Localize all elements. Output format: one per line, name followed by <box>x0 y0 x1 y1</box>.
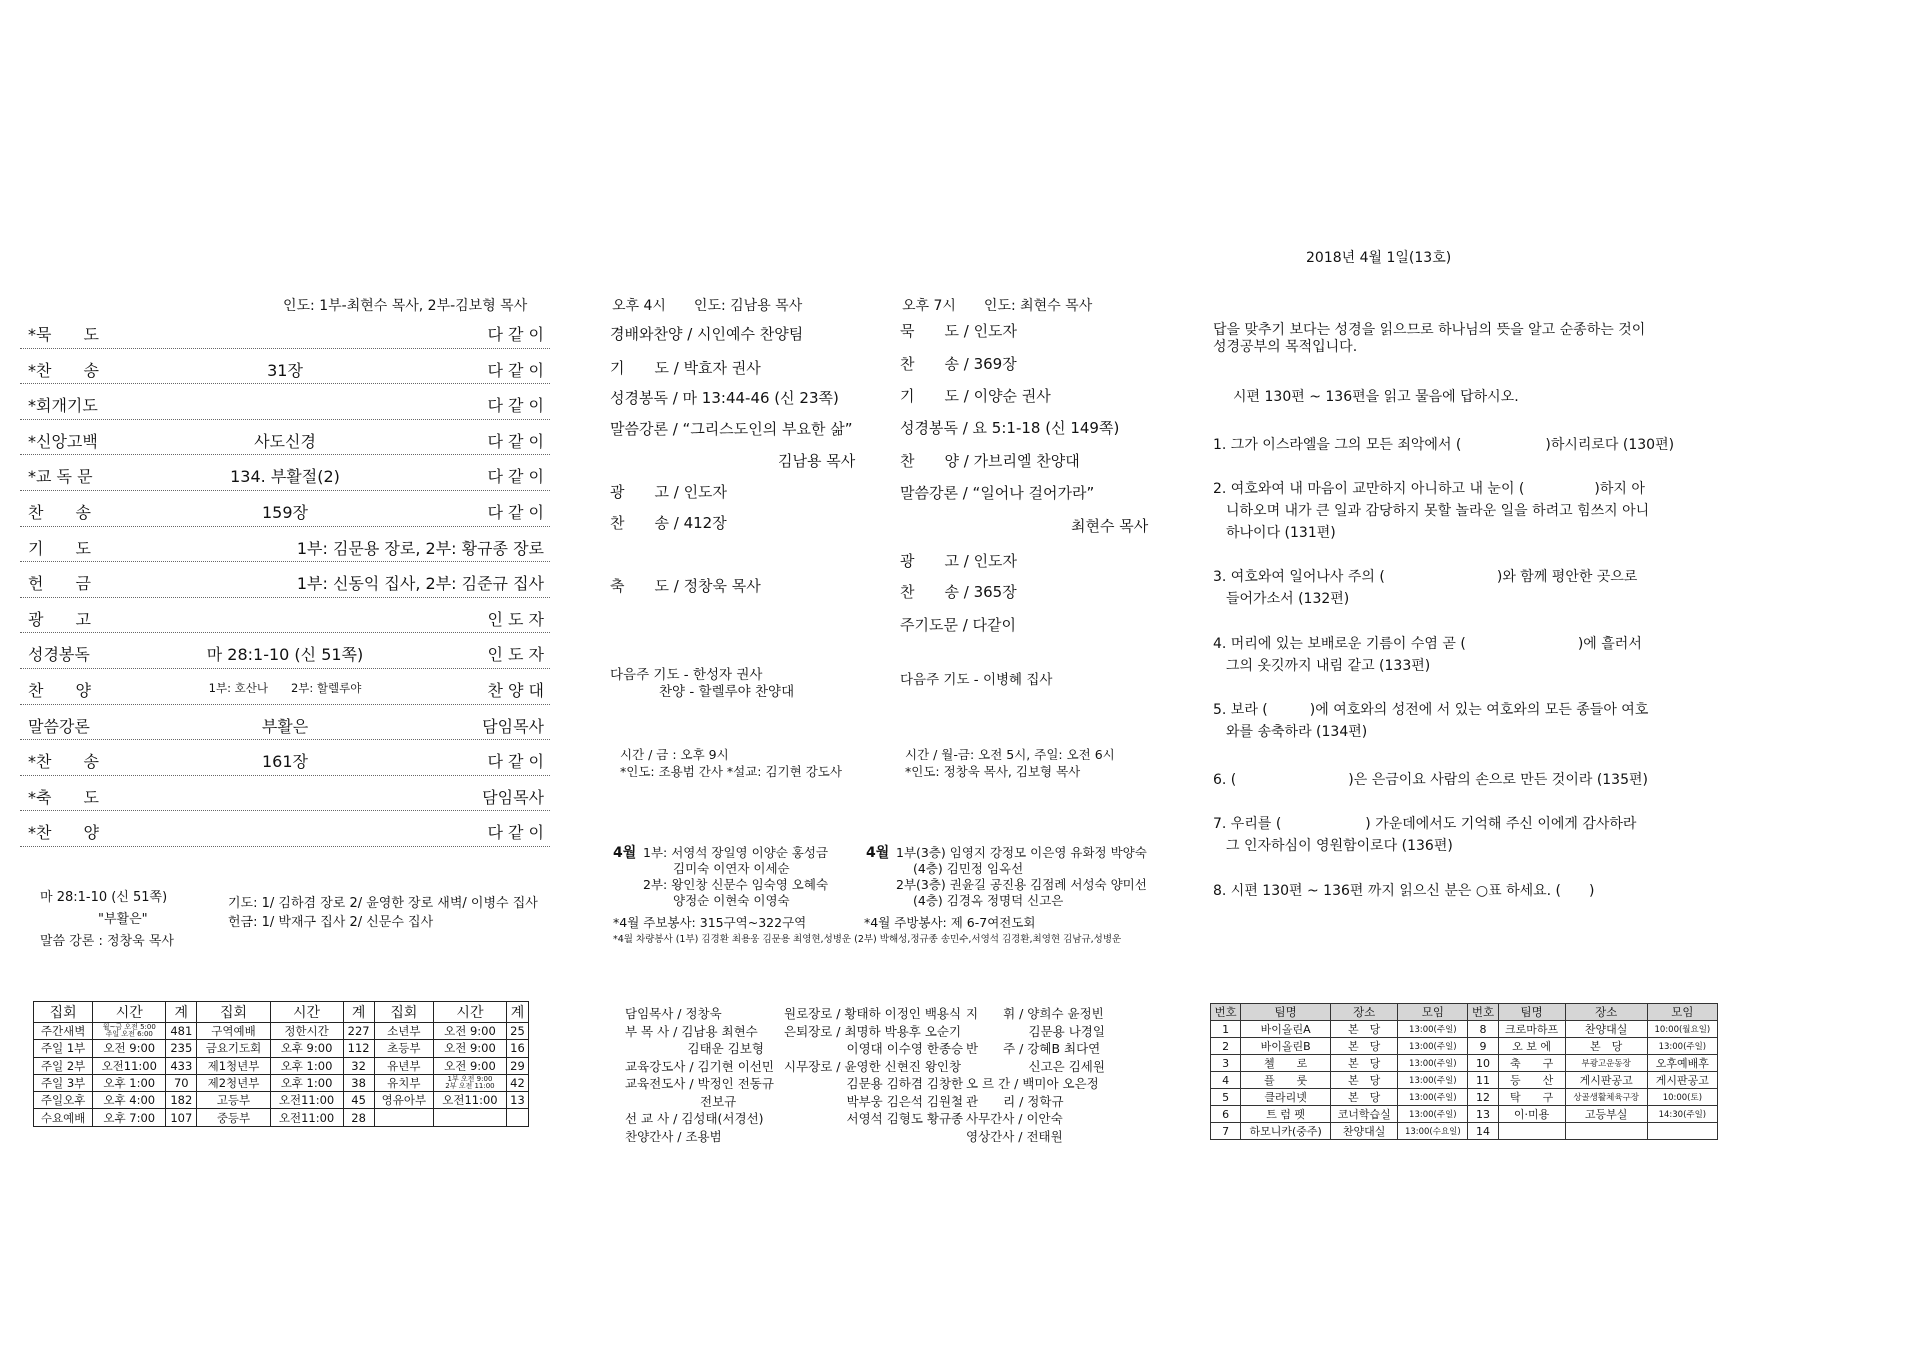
attendance-cell: 16 <box>506 1040 528 1057</box>
pm7-line-0: 묵 도 / 인도자 <box>900 322 1018 340</box>
attendance-cell: 오전11:00 <box>93 1057 166 1074</box>
staff-line: 서영석 김형도 황규종 <box>784 1111 964 1126</box>
pm4-line-4: 김남용 목사 <box>778 452 856 470</box>
teams-cell: 13:00(주일) <box>1398 1021 1468 1038</box>
april-choir-right-1: (4층) 김민정 임옥선 <box>913 861 1024 876</box>
teams-cell: 플 룻 <box>1241 1072 1331 1089</box>
teams-cell: 상골생활체육구장 <box>1565 1089 1647 1106</box>
teams-cell: 고등부실 <box>1565 1106 1647 1123</box>
order-responsible: 다 같 이 <box>487 325 544 344</box>
attendance-cell: 구역예배 <box>197 1023 270 1040</box>
attendance-cell: 오전 9:00 <box>433 1057 506 1074</box>
teams-cell: 12 <box>1468 1089 1498 1106</box>
teams-cell: 축 구 <box>1498 1055 1565 1072</box>
pm4-line-0: 경배와찬양 / 시인예수 찬양팀 <box>610 325 804 343</box>
attendance-cell: 227 <box>343 1023 374 1040</box>
sermon-ref: 마 28:1-10 (신 51쪽) <box>40 890 168 905</box>
april-choir-left-0: 1부: 서영석 장일영 이양순 홍성금 <box>643 845 829 860</box>
attendance-cell: 13 <box>506 1092 528 1109</box>
sermon-speaker: 말씀 강론 : 정창욱 목사 <box>40 934 174 949</box>
order-row <box>20 349 550 385</box>
teams-cell: 바이올린A <box>1241 1021 1331 1038</box>
april-choir-left-3: 양정순 이현숙 이영숙 <box>673 893 790 908</box>
teams-cell: 14:30(주일) <box>1647 1106 1717 1123</box>
teams-cell: 13:00(주일) <box>1398 1089 1468 1106</box>
pm7-header: 오후 7시 인도: 최현수 목사 <box>902 298 1093 314</box>
order-label: 말씀강론 <box>28 716 90 736</box>
staff-line: 신고은 김세원 <box>966 1058 1105 1074</box>
quiz-intro-line-1: 답을 맞추기 보다는 성경을 읽으므로 하나님의 뜻을 알고 순종하는 것이 <box>1213 322 1646 338</box>
attendance-row <box>34 1023 529 1040</box>
teams-cell: 게시판공고 <box>1647 1072 1717 1089</box>
teams-header: 장소 <box>1565 1004 1647 1021</box>
order-responsible: 담임목사 <box>482 787 544 807</box>
attendance-header: 시간 <box>270 1002 343 1023</box>
order-label: *묵 도 <box>28 325 99 344</box>
staff-col-1 <box>625 1005 774 1145</box>
pm4-next-praise: 찬양 - 할렐루야 찬양대 <box>659 684 795 700</box>
attendance-cell: 112 <box>343 1040 374 1057</box>
attendance-row <box>34 1057 529 1074</box>
pm7-line-9: 주기도문 / 다같이 <box>900 616 1017 634</box>
pm4-line-6: 찬 송 / 412장 <box>610 514 727 532</box>
attendance-row <box>34 1074 529 1091</box>
teams-header: 번호 <box>1211 1004 1241 1021</box>
order-row <box>20 740 550 776</box>
order-responsible: 인 도 자 <box>487 645 544 665</box>
teams-header: 장소 <box>1331 1004 1398 1021</box>
attendance-cell: 29 <box>506 1057 528 1074</box>
staff-line: 지 휘 / 양희수 윤정빈 <box>966 1006 1104 1021</box>
pm7-line-8: 찬 송 / 365장 <box>900 583 1017 601</box>
staff-line: 김문용 나경일 <box>966 1023 1105 1039</box>
attendance-header: 계 <box>166 1002 197 1023</box>
teams-cell: 10:00(월요일) <box>1647 1021 1717 1038</box>
attendance-cell: 오전11:00 <box>270 1109 343 1126</box>
staff-line: 교육강도사 / 김기현 이선민 <box>625 1058 774 1074</box>
pm4-line-1: 기 도 / 박효자 권사 <box>610 359 761 377</box>
attendance-cell: 38 <box>343 1074 374 1091</box>
quiz-q2-line-3: 하나이다 (131편) <box>1226 525 1336 541</box>
attendance-cell <box>506 1109 528 1126</box>
teams-cell: 13:00(주일) <box>1398 1072 1468 1089</box>
teams-cell: 등 산 <box>1498 1072 1565 1089</box>
attendance-cell: 28 <box>343 1109 374 1126</box>
order-row <box>20 527 550 563</box>
teams-header: 번호 <box>1468 1004 1498 1021</box>
order-row <box>20 420 550 456</box>
staff-line: 은퇴장로 / 최명하 박용후 오순기 <box>784 1023 962 1039</box>
attendance-cell: 481 <box>166 1023 197 1040</box>
staff-line: 원로장로 / 황태하 이정인 백용식 <box>784 1006 962 1021</box>
order-responsible: 다 같 이 <box>487 823 544 843</box>
teams-cell: 첼 로 <box>1241 1055 1331 1072</box>
order-label: *교 독 문 <box>28 467 93 487</box>
staff-line: 오 르 간 / 백미아 오은정 <box>966 1076 1099 1091</box>
attendance-cell: 주간새벽 <box>34 1023 93 1040</box>
attendance-cell: 유치부 <box>374 1074 433 1091</box>
order-label: 헌 금 <box>28 574 91 594</box>
attendance-cell: 오후 1:00 <box>270 1057 343 1074</box>
pm7-next-prayer: 다음주 기도 - 이병혜 집사 <box>900 672 1053 688</box>
order-responsible: 담임목사 <box>482 716 544 736</box>
quiz-q8: 8. 시편 130편 ~ 136편 까지 읽으신 분은 ○표 하세요. ( ) <box>1213 883 1595 899</box>
order-row <box>20 669 550 705</box>
bulletin-date: 2018년 4월 1일(13호) <box>1306 250 1452 266</box>
teams-cell: 13:00(주일) <box>1647 1038 1717 1055</box>
order-label: 찬 송 <box>28 502 91 522</box>
order-row <box>20 705 550 741</box>
april-choir-month-left: 4월 <box>613 845 637 861</box>
teams-cell: 트 럼 펫 <box>1241 1106 1331 1123</box>
attendance-header: 계 <box>506 1002 528 1023</box>
order-row <box>20 598 550 634</box>
quiz-q7-line-1: 7. 우리를 ( ) 가운데에서도 기억해 주신 이에게 감사하라 <box>1213 816 1637 832</box>
teams-cell: 오 보 에 <box>1498 1038 1565 1055</box>
order-label: 찬 양 <box>28 680 91 700</box>
attendance-cell-line: 2부 오전 11:00 <box>445 1082 495 1091</box>
order-responsible: 다 같 이 <box>487 752 544 772</box>
attendance-cell: 433 <box>166 1057 197 1074</box>
april-choir-right-2: 2부(3층) 권윤길 공진용 김점례 서성숙 양미선 <box>896 877 1147 892</box>
teams-header: 모임 <box>1398 1004 1468 1021</box>
april-choir-left-2: 2부: 왕인창 신문수 임숙영 오혜숙 <box>643 877 829 892</box>
teams-cell: 13:00(주일) <box>1398 1055 1468 1072</box>
teams-cell: 본 당 <box>1331 1089 1398 1106</box>
pm7-line-1: 찬 송 / 369장 <box>900 355 1017 373</box>
teams-header: 팀명 <box>1241 1004 1331 1021</box>
attendance-cell: 235 <box>166 1040 197 1057</box>
attendance-cell-line: 주일 오전 6:00 <box>105 1030 153 1039</box>
order-responsible: 다 같 이 <box>487 431 544 451</box>
attendance-cell <box>433 1074 506 1091</box>
attendance-table <box>33 1001 529 1127</box>
attendance-cell: 25 <box>506 1023 528 1040</box>
teams-cell: 이·미용 <box>1498 1106 1565 1123</box>
attendance-header: 집회 <box>374 1002 433 1023</box>
attendance-cell <box>93 1023 166 1040</box>
teams-cell: 10 <box>1468 1055 1498 1072</box>
attendance-cell <box>374 1109 433 1126</box>
staff-line: 영상간사 / 전태원 <box>966 1128 1063 1144</box>
staff-line: 찬양간사 / 조용범 <box>625 1128 722 1144</box>
attendance-cell: 소년부 <box>374 1023 433 1040</box>
order-row <box>20 811 550 847</box>
friday-time: 시간 / 금 : 오후 9시 <box>620 747 729 762</box>
attendance-cell: 유년부 <box>374 1057 433 1074</box>
attendance-cell: 제1청년부 <box>197 1057 270 1074</box>
staff-line: 담임목사 / 정창욱 <box>625 1006 722 1021</box>
quiz-q4-line-2: 그의 옷깃까지 내림 같고 (133편) <box>1226 658 1431 674</box>
order-of-worship <box>20 313 550 847</box>
teams-cell: 5 <box>1211 1089 1241 1106</box>
staff-line: 관 리 / 정학규 <box>966 1093 1064 1109</box>
order-label: *찬 송 <box>28 360 99 380</box>
teams-cell: 13:00(수요일) <box>1398 1123 1468 1140</box>
attendance-cell-line: 1부 오전 9:00 <box>447 1074 493 1083</box>
order-item: 159장 <box>262 502 308 522</box>
pm4-line-7: 축 도 / 정창욱 목사 <box>610 577 761 595</box>
attendance-cell: 오후 4:00 <box>93 1092 166 1109</box>
teams-cell: 크로마하프 <box>1498 1021 1565 1038</box>
order-row <box>20 313 550 349</box>
attendance-cell: 오전11:00 <box>270 1092 343 1109</box>
quiz-q3-line-1: 3. 여호와여 일어나사 주의 ( )와 함께 평안한 곳으로 <box>1213 569 1638 585</box>
attendance-cell-line: 월~금 오전 5:00 <box>102 1022 156 1031</box>
staff-line: 선 교 사 / 김성태(서경선) <box>625 1111 764 1126</box>
teams-cell: 2 <box>1211 1038 1241 1055</box>
order-item: 사도신경 <box>254 431 316 451</box>
order-row <box>20 562 550 598</box>
attendance-cell: 오후 9:00 <box>270 1040 343 1057</box>
teams-cell: 3 <box>1211 1055 1241 1072</box>
order-item: 161장 <box>262 752 308 772</box>
attendance-cell: 정한시간 <box>270 1023 343 1040</box>
attendance-cell: 주일 1부 <box>34 1040 93 1057</box>
teams-cell: 게시판공고 <box>1565 1072 1647 1089</box>
order-item: 부활은 <box>261 716 309 736</box>
attendance-cell: 70 <box>166 1074 197 1091</box>
attendance-row <box>34 1109 529 1126</box>
teams-cell: 찬양대실 <box>1331 1123 1398 1140</box>
friday-leader: *인도: 조용범 간사 *설교: 김기현 강도사 <box>620 764 842 779</box>
quiz-intro <box>1213 322 1645 356</box>
bulletin-service: *4월 주보봉사: 315구역~322구역 <box>613 915 807 930</box>
staff-col-2 <box>784 1005 963 1128</box>
attendance-cell: 오전 9:00 <box>93 1040 166 1057</box>
attendance-cell: 고등부 <box>197 1092 270 1109</box>
attendance-cell: 오전 9:00 <box>433 1023 506 1040</box>
attendance-cell: 오전11:00 <box>433 1092 506 1109</box>
staff-line: 시무장로 / 윤영한 신현진 왕인창 <box>784 1058 962 1074</box>
quiz-q4-line-1: 4. 머리에 있는 보배로운 기름이 수염 곧 ( )에 흘러서 <box>1213 636 1642 652</box>
order-label: *찬 양 <box>28 823 99 843</box>
pm7-line-4: 찬 양 / 가브리엘 찬양대 <box>900 452 1080 470</box>
teams-cell <box>1498 1123 1565 1140</box>
staff-line: 부 목 사 / 김남용 최현수 <box>625 1023 758 1039</box>
april-choir-month-right: 4월 <box>866 845 890 861</box>
attendance-cell: 107 <box>166 1109 197 1126</box>
staff-line: 이영대 이수영 한종승 <box>784 1041 964 1056</box>
pm7-line-5: 말씀강론 / “일어나 걸어가라” <box>900 484 1095 502</box>
teams-cell: 13:00(주일) <box>1398 1038 1468 1055</box>
prayer-offering-prayer: 기도: 1/ 김하겸 장로 2/ 윤영한 장로 새벽/ 이병수 집사 <box>228 896 538 911</box>
attendance-cell: 금요기도회 <box>197 1040 270 1057</box>
order-row <box>20 776 550 812</box>
teams-cell: 11 <box>1468 1072 1498 1089</box>
teams-header: 모임 <box>1647 1004 1717 1021</box>
quiz-task: 시편 130편 ~ 136편을 읽고 물음에 답하시오. <box>1233 389 1519 405</box>
pm4-next-prayer: 다음주 기도 - 한성자 권사 <box>610 667 763 683</box>
teams-cell: 본 당 <box>1331 1055 1398 1072</box>
teams-cell <box>1647 1123 1717 1140</box>
teams-row <box>1211 1055 1718 1072</box>
order-item: 1부: 호산나 2부: 할렐루야 <box>208 680 362 695</box>
teams-cell: 10:00(토) <box>1647 1089 1717 1106</box>
attendance-cell: 45 <box>343 1092 374 1109</box>
teams-cell: 8 <box>1468 1021 1498 1038</box>
attendance-cell: 오후 1:00 <box>93 1074 166 1091</box>
attendance-cell: 주일 2부 <box>34 1057 93 1074</box>
teams-cell: 13 <box>1468 1106 1498 1123</box>
order-responsible: 다 같 이 <box>487 502 544 522</box>
attendance-cell: 초등부 <box>374 1040 433 1057</box>
order-responsible: 다 같 이 <box>487 360 544 380</box>
quiz-q5-line-1: 5. 보라 ( )에 여호와의 성전에 서 있는 여호와의 모든 종들아 여호 <box>1213 702 1649 718</box>
pm4-line-3: 말씀강론 / “그리스도인의 부요한 삶” <box>610 420 853 438</box>
order-responsible: 다 같 이 <box>487 396 544 416</box>
teams-cell: 하모니카(중주) <box>1241 1123 1331 1140</box>
kitchen-service: *4월 주방봉사: 제 6-7여전도회 <box>864 915 1036 930</box>
dawn-time: 시간 / 월-금: 오전 5시, 주일: 오전 6시 <box>905 747 1115 762</box>
attendance-header: 집회 <box>197 1002 270 1023</box>
teams-cell: 오후예배후 <box>1647 1055 1717 1072</box>
attendance-cell: 182 <box>166 1092 197 1109</box>
pm7-line-6: 최현수 목사 <box>1071 517 1149 535</box>
attendance-cell: 수요예배 <box>34 1109 93 1126</box>
pm7-line-3: 성경봉독 / 요 5:1-18 (신 149쪽) <box>900 419 1120 437</box>
attendance-cell: 42 <box>506 1074 528 1091</box>
teams-row <box>1211 1106 1718 1123</box>
april-choir-right-3: (4층) 김경옥 정명덕 신고은 <box>913 893 1064 908</box>
attendance-cell: 주일 3부 <box>34 1074 93 1091</box>
staff-line: 전보규 <box>625 1093 737 1109</box>
staff-line: 사무간사 / 이안숙 <box>966 1111 1063 1126</box>
teams-row <box>1211 1072 1718 1089</box>
order-row <box>20 633 550 669</box>
order-responsible: 찬 양 대 <box>487 680 544 700</box>
order-item: 134. 부활절(2) <box>230 467 340 487</box>
attendance-header: 시간 <box>433 1002 506 1023</box>
teams-cell: 7 <box>1211 1123 1241 1140</box>
quiz-q1: 1. 그가 이스라엘을 그의 모든 죄악에서 ( )하시리로다 (130편) <box>1213 437 1675 453</box>
pm4-line-5: 광 고 / 인도자 <box>610 483 728 501</box>
order-label: 광 고 <box>28 609 91 629</box>
teams-cell: 찬양대실 <box>1565 1021 1647 1038</box>
prayer-offering-offering: 헌금: 1/ 박재구 집사 2/ 신문수 집사 <box>228 915 434 930</box>
staff-col-3 <box>966 1005 1105 1145</box>
pm7-line-7: 광 고 / 인도자 <box>900 552 1018 570</box>
order-responsible: 1부: 김문용 장로, 2부: 황규종 장로 <box>296 538 544 558</box>
order-responsible: 1부: 신동익 집사, 2부: 김준규 집사 <box>296 574 544 594</box>
teams-cell: 클라리넷 <box>1241 1089 1331 1106</box>
worship-leader: 인도: 1부-최현수 목사, 2부-김보형 목사 <box>283 298 528 314</box>
car-service: *4월 차량봉사 (1부) 김경환 최용웅 김문용 최영현,성병운 (2부) 박해성,정규종 송민수,서영석 김경환,최영현 김남규,성병운 <box>613 934 1122 945</box>
attendance-cell: 주일오후 <box>34 1092 93 1109</box>
teams-cell: 13:00(주일) <box>1398 1106 1468 1123</box>
teams-cell: 9 <box>1468 1038 1498 1055</box>
attendance-cell: 오후 7:00 <box>93 1109 166 1126</box>
april-choir-right-0: 1부(3층) 임영지 강정모 이은영 유화정 박양숙 <box>896 845 1147 860</box>
quiz-q2-line-2: 니하오며 내가 큰 일과 감당하지 못할 놀라운 일을 하려고 힘쓰지 아니 <box>1226 503 1650 519</box>
attendance-header: 집회 <box>34 1002 93 1023</box>
teams-cell: 본 당 <box>1331 1072 1398 1089</box>
april-choir-left-1: 김미숙 이연자 이세순 <box>673 861 790 876</box>
quiz-q7-line-2: 그 인자하심이 영원함이로다 (136편) <box>1226 838 1453 854</box>
quiz-q6: 6. ( )은 은금이요 사람의 손으로 만든 것이라 (135편) <box>1213 772 1648 788</box>
order-label: 기 도 <box>28 538 91 558</box>
staff-line: 김태운 김보형 <box>625 1041 764 1056</box>
pm4-header: 오후 4시 인도: 김남용 목사 <box>612 298 803 314</box>
quiz-intro-line-2: 성경공부의 목적입니다. <box>1213 339 1358 355</box>
staff-line: 김문용 김하겸 김창한 <box>784 1076 964 1091</box>
attendance-cell: 영유아부 <box>374 1092 433 1109</box>
staff-line: 박부웅 김은석 김원철 <box>784 1093 964 1109</box>
order-label: *회개기도 <box>28 396 98 416</box>
order-row <box>20 455 550 491</box>
order-label: 성경봉독 <box>28 645 90 665</box>
order-item: 31장 <box>267 360 303 380</box>
order-row <box>20 384 550 420</box>
staff-line: 반 주 / 강혜B 최다연 <box>966 1041 1101 1056</box>
attendance-cell: 제2청년부 <box>197 1074 270 1091</box>
staff-line: 교육전도사 / 박정인 전동규 <box>625 1076 774 1091</box>
sermon-title: "부활은" <box>98 912 148 927</box>
attendance-row <box>34 1040 529 1057</box>
attendance-cell: 오전 9:00 <box>433 1040 506 1057</box>
teams-cell <box>1565 1123 1647 1140</box>
pm4-line-2: 성경봉독 / 마 13:44-46 (신 23쪽) <box>610 389 839 407</box>
order-label: *신앙고백 <box>28 431 98 451</box>
teams-cell: 부광고운동장 <box>1565 1055 1647 1072</box>
teams-header: 팀명 <box>1498 1004 1565 1021</box>
teams-cell: 4 <box>1211 1072 1241 1089</box>
order-item: 마 28:1-10 (신 51쪽) <box>206 645 364 665</box>
attendance-cell <box>433 1109 506 1126</box>
order-label: *축 도 <box>28 787 99 807</box>
attendance-header: 시간 <box>93 1002 166 1023</box>
teams-cell: 6 <box>1211 1106 1241 1123</box>
teams-cell: 탁 구 <box>1498 1089 1565 1106</box>
attendance-cell: 오후 1:00 <box>270 1074 343 1091</box>
order-responsible: 인 도 자 <box>487 609 544 629</box>
attendance-cell: 32 <box>343 1057 374 1074</box>
teams-row <box>1211 1123 1718 1140</box>
order-label: *찬 송 <box>28 752 99 772</box>
order-row <box>20 491 550 527</box>
teams-cell: 1 <box>1211 1021 1241 1038</box>
dawn-leader: *인도: 정창욱 목사, 김보형 목사 <box>905 764 1081 779</box>
teams-cell: 코너학습실 <box>1331 1106 1398 1123</box>
teams-row <box>1211 1038 1718 1055</box>
teams-row <box>1211 1089 1718 1106</box>
teams-table <box>1210 1003 1718 1140</box>
pm7-line-2: 기 도 / 이양순 권사 <box>900 387 1051 405</box>
teams-cell: 본 당 <box>1331 1038 1398 1055</box>
quiz-q3-line-2: 들어가소서 (132편) <box>1226 591 1350 607</box>
teams-cell: 본 당 <box>1331 1021 1398 1038</box>
teams-cell: 바이올린B <box>1241 1038 1331 1055</box>
teams-cell: 본 당 <box>1565 1038 1647 1055</box>
teams-row <box>1211 1021 1718 1038</box>
attendance-cell: 중등부 <box>197 1109 270 1126</box>
order-responsible: 다 같 이 <box>487 467 544 487</box>
attendance-row <box>34 1092 529 1109</box>
quiz-q5-line-2: 와를 송축하라 (134편) <box>1226 724 1368 740</box>
teams-cell: 14 <box>1468 1123 1498 1140</box>
quiz-q2-line-1: 2. 여호와여 내 마음이 교만하지 아니하고 내 눈이 ( )하지 아 <box>1213 481 1645 497</box>
attendance-header: 계 <box>343 1002 374 1023</box>
